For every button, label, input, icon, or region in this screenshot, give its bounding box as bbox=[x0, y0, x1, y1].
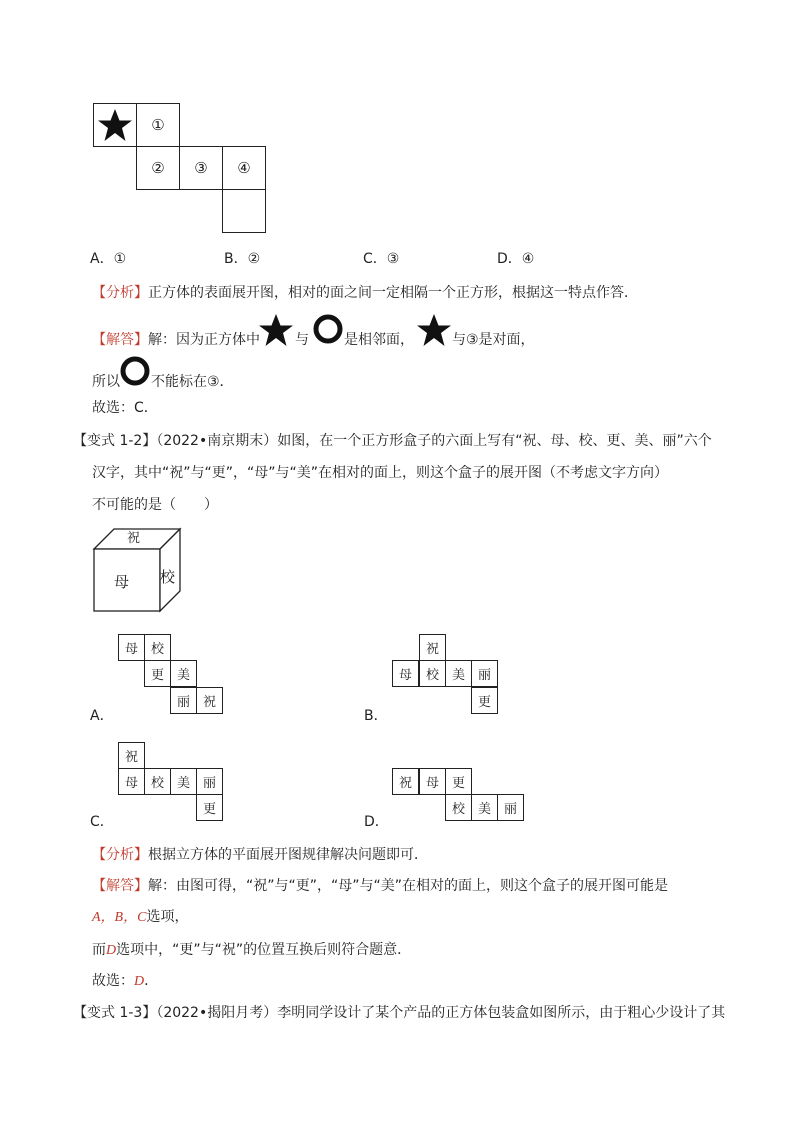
variant-source: （2022•南京期末） bbox=[156, 433, 278, 449]
answer-option: D bbox=[106, 943, 117, 958]
net1-cell: ② bbox=[136, 146, 180, 190]
answer-text: 故选： bbox=[92, 973, 134, 989]
net1-cell: ③ bbox=[179, 146, 223, 190]
net-c-cell: 校 bbox=[144, 768, 171, 795]
net-a-cell: 祝 bbox=[196, 687, 223, 714]
variant-1-3 bbox=[73, 1003, 725, 1023]
answer-tag: 【解答】 bbox=[92, 878, 148, 894]
answer-2-conclusion bbox=[92, 971, 158, 992]
net-a-cell: 更 bbox=[144, 660, 171, 687]
circle-icon bbox=[313, 314, 343, 344]
answer-text: 而 bbox=[92, 942, 106, 958]
answer-1-line-1 bbox=[92, 330, 260, 350]
answer-conclusion: 故选：C． bbox=[92, 400, 158, 416]
variant-1-2-line-2: 汉字，其中“祝”与“更”，“母”与“美”在相对的面上，则这个盒子的展开图（不考虑文字方向） bbox=[92, 465, 669, 481]
star-icon bbox=[258, 312, 294, 348]
analysis-text: 根据立方体的平面展开图规律解决问题即可． bbox=[148, 847, 428, 863]
analysis-2 bbox=[92, 845, 428, 865]
answer-option: D bbox=[134, 974, 145, 989]
option-d: D．④ bbox=[497, 251, 535, 267]
circle-icon bbox=[120, 356, 150, 386]
star-icon bbox=[416, 312, 452, 348]
variant-tag: 【变式 1-2】 bbox=[73, 433, 157, 449]
answer-text: 与 bbox=[295, 332, 309, 348]
answer-text: ． bbox=[144, 973, 159, 989]
answer-text: 选项， bbox=[146, 909, 189, 925]
net-b-cell: 美 bbox=[445, 660, 472, 687]
net-d-cell: 更 bbox=[445, 768, 472, 795]
net-b-cell: 更 bbox=[471, 687, 498, 714]
answer-tag: 【解答】 bbox=[92, 332, 148, 348]
variant-1-2-line-3: 不可能的是（ ） bbox=[92, 497, 218, 513]
star-icon bbox=[97, 107, 133, 143]
analysis-tag: 【分析】 bbox=[92, 285, 148, 301]
net-b-cell: 祝 bbox=[419, 634, 446, 661]
cube-top-label: 祝 bbox=[127, 531, 141, 546]
net-a-cell: 校 bbox=[144, 634, 171, 661]
answer-text: 解：因为正方体中 bbox=[148, 332, 260, 348]
net1-cell: ① bbox=[136, 103, 180, 147]
net1-empty-cell bbox=[222, 189, 266, 233]
net-c-cell: 祝 bbox=[118, 742, 145, 769]
option-c: C．③ bbox=[363, 251, 400, 267]
answer-2-line-3 bbox=[92, 940, 411, 961]
net-a-cell: 母 bbox=[118, 634, 145, 661]
answer-2-line-1 bbox=[92, 876, 668, 896]
cube-front-label: 母 bbox=[114, 573, 130, 591]
answer-text: 所以 bbox=[92, 374, 120, 390]
analysis-tag: 【分析】 bbox=[92, 847, 148, 863]
answer-options: A，B，C bbox=[92, 910, 147, 925]
variant-1-2-line-1 bbox=[73, 431, 712, 451]
variant-source: （2022•揭阳月考） bbox=[156, 1005, 278, 1021]
answer-text: 不能标在③． bbox=[151, 374, 234, 390]
net-a-cell: 美 bbox=[170, 660, 197, 687]
option-b: B．② bbox=[224, 251, 261, 267]
net-c-cell: 母 bbox=[118, 768, 145, 795]
net-d-label: D． bbox=[364, 814, 389, 830]
net-d-cell: 丽 bbox=[497, 794, 524, 821]
net1-star-cell bbox=[93, 103, 137, 147]
net-b-cell: 母 bbox=[392, 660, 419, 687]
net-c-cell: 丽 bbox=[196, 768, 223, 795]
net-a-cell: 丽 bbox=[170, 687, 197, 714]
net-b-cell: 丽 bbox=[471, 660, 498, 687]
cube-side-label: 校 bbox=[160, 568, 176, 586]
net-b-cell: 校 bbox=[419, 660, 446, 687]
net-d-cell: 美 bbox=[471, 794, 498, 821]
answer-text: 解：由图可得，“祝”与“更”，“母”与“美”在相对的面上，则这个盒子的展开图可能是 bbox=[148, 878, 669, 894]
answer-2-line-2 bbox=[92, 907, 188, 928]
variant-text: 李明同学设计了某个产品的正方体包装盒如图所示，由于粗心少设计了其 bbox=[277, 1005, 726, 1021]
net-d-cell: 母 bbox=[419, 768, 446, 795]
analysis-1 bbox=[92, 283, 638, 303]
net1-cell: ④ bbox=[222, 146, 266, 190]
analysis-text: 正方体的表面展开图，相对的面之间一定相隔一个正方形，根据这一特点作答． bbox=[148, 285, 638, 301]
answer-text: 选项中，“更”与“祝”的位置互换后则符合题意． bbox=[116, 942, 412, 958]
net-c-cell: 更 bbox=[196, 794, 223, 821]
option-a: A．① bbox=[90, 251, 127, 267]
answer-text: 与③是对面， bbox=[452, 332, 535, 348]
net-c-label: C． bbox=[90, 814, 114, 830]
variant-text: 如图，在一个正方形盒子的六面上写有“祝、母、校、更、美、丽”六个 bbox=[277, 433, 712, 449]
variant-tag: 【变式 1-3】 bbox=[73, 1005, 157, 1021]
net-a-label: A． bbox=[90, 708, 114, 724]
answer-text: 是相邻面， bbox=[344, 332, 414, 348]
net-c-cell: 美 bbox=[170, 768, 197, 795]
net-d-cell: 校 bbox=[445, 794, 472, 821]
net-b-label: B． bbox=[364, 708, 388, 724]
net-d-cell: 祝 bbox=[392, 768, 419, 795]
